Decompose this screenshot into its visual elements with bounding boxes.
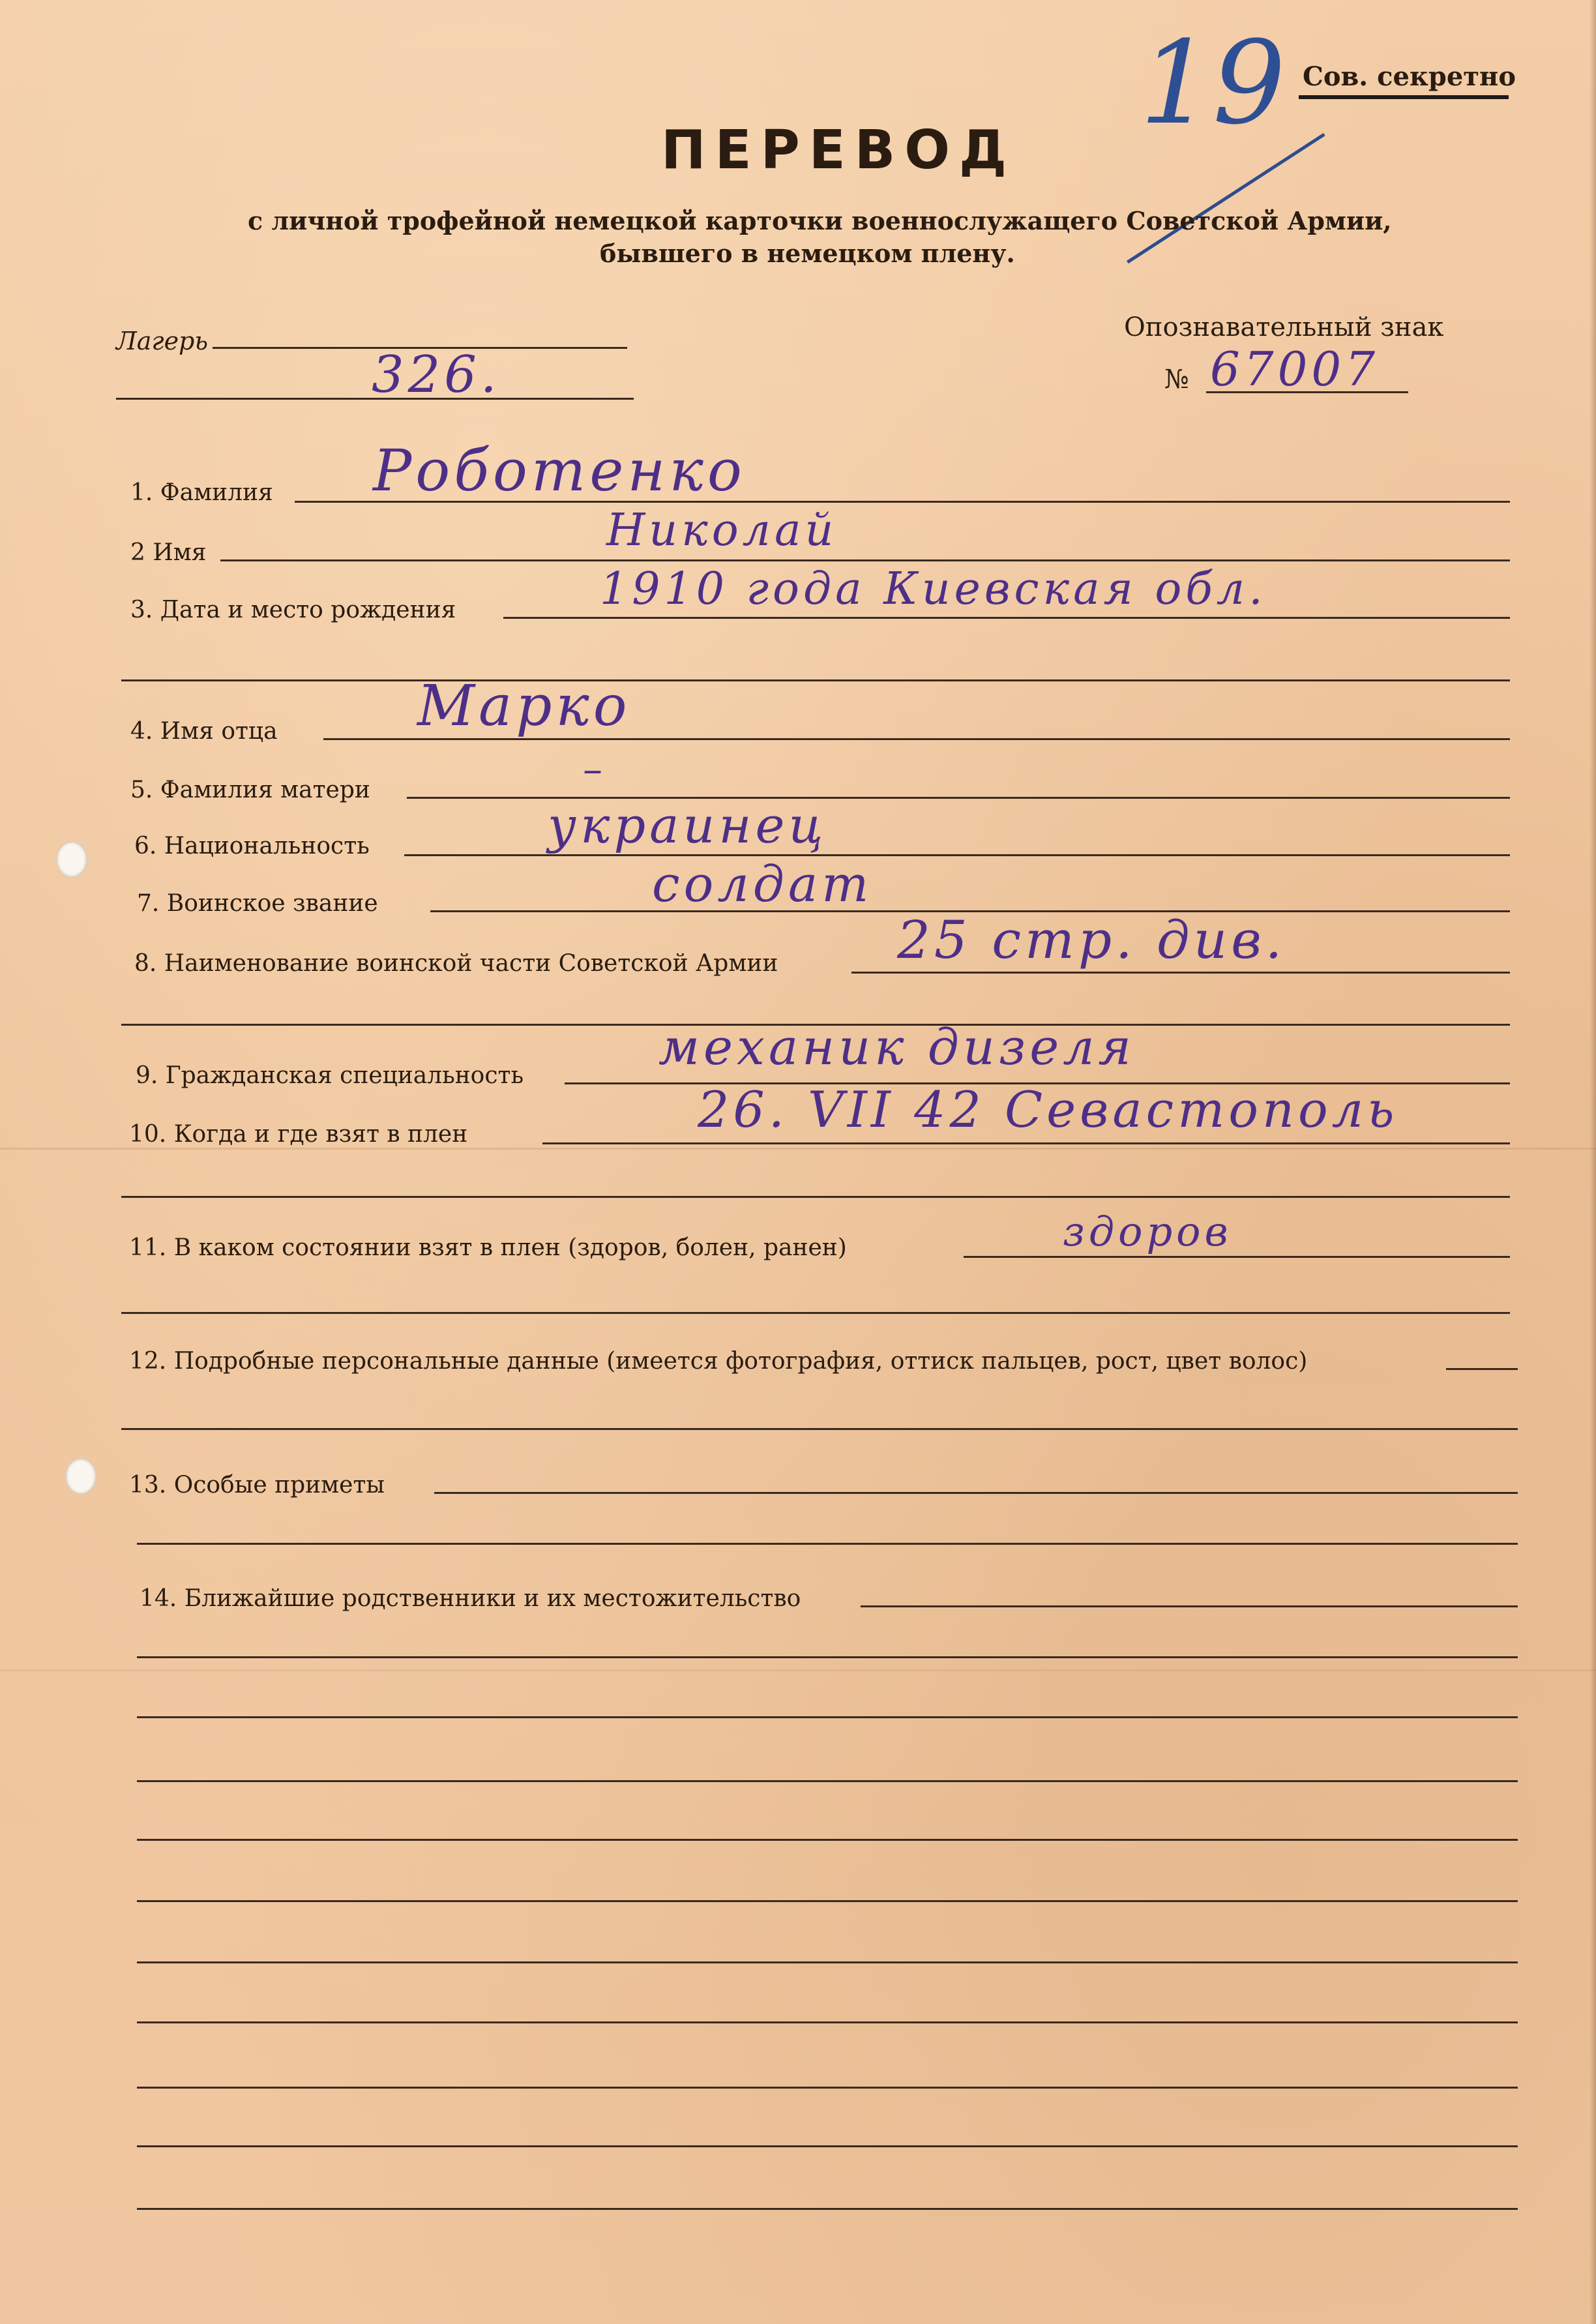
field-value-profession: механик дизеля [658,1018,1135,1076]
field-line-relatives-4 [137,1780,1518,1782]
document-title: ПЕРЕВОД [661,119,1016,181]
field-label-birth: 3. Дата и место рождения [130,597,456,623]
field-value-birth: 1910 года Киевская обл. [600,563,1267,615]
camp-label: Лагерь [116,327,209,355]
field-value-nationality: украинец [548,796,827,854]
document-subtitle-line1: с личной трофейной немецкой карточки военнослужащего Советской Армии, [248,206,1392,235]
field-value-father: Марко [417,674,631,739]
field-line-personal-data-2 [121,1428,1518,1430]
field-line-condition-2 [121,1312,1510,1314]
field-line-special-marks [434,1492,1518,1494]
field-label-mother: 5. Фамилия матери [130,777,370,803]
field-value-unit: 25 стр. див. [897,910,1286,970]
field-label-profession: 9. Гражданская специальность [136,1062,524,1089]
field-value-rank: солдат [652,855,873,913]
field-line-capture [542,1142,1510,1144]
field-label-special-marks: 13. Особые приметы [129,1472,385,1498]
field-line-birth [503,617,1510,619]
field-line-unit [851,972,1510,974]
id-mark-label: Опознавательный знак [1124,312,1444,342]
field-line-relatives-5 [137,1839,1518,1841]
field-label-father: 4. Имя отца [130,718,278,745]
secrecy-underline [1299,95,1509,99]
field-label-condition: 11. В каком состоянии взят в плен (здоров, болен, ранен) [129,1234,847,1261]
field-line-name [220,559,1510,561]
field-line-relatives-8 [137,2021,1518,2023]
field-line-nationality [404,854,1510,856]
field-value-name: Николай [606,505,838,556]
paper-edge [1589,0,1596,2324]
field-label-surname: 1. Фамилия [130,479,273,506]
field-label-personal-data: 12. Подробные персональные данные (имеется фотография, оттиск пальцев, рост, цвет волос) [129,1348,1308,1375]
paper-fold [0,1669,1596,1671]
punch-hole [56,841,87,878]
field-line-relatives-9 [137,2087,1518,2089]
camp-line-2 [116,398,634,400]
secrecy-label: Сов. секретно [1303,61,1516,92]
pencil-slash-mark [1127,133,1325,263]
paper-fold [0,1148,1596,1150]
field-label-unit: 8. Наименование воинской части Советской Армии [134,950,778,977]
field-label-nationality: 6. Национальность [134,833,370,859]
punch-hole [65,1458,96,1495]
field-line-special-marks-2 [137,1543,1518,1545]
id-mark-value: 67007 [1210,342,1380,396]
field-line-relatives-7 [137,1961,1518,1963]
field-label-name: 2 Имя [130,539,207,566]
id-mark-number-prefix: № [1164,365,1189,395]
document-subtitle-line2: бывшего в немецком плену. [600,239,1015,268]
field-line-relatives-11 [137,2208,1518,2210]
field-line-relatives-10 [137,2145,1518,2147]
page-number-annotation: 19 [1140,16,1286,150]
field-line-relatives-2 [137,1656,1518,1658]
field-line-personal-data [1446,1368,1518,1370]
field-line-relatives [861,1605,1518,1607]
field-label-relatives: 14. Ближайшие родственники и их местожительство [140,1585,801,1612]
field-value-mother: – [583,747,606,792]
field-line-condition [964,1256,1510,1258]
field-value-capture: 26. VII 42 Севастополь [698,1080,1398,1139]
field-line-capture-2 [121,1196,1510,1198]
field-label-rank: 7. Воинское звание [137,890,378,917]
field-line-relatives-6 [137,1900,1518,1902]
camp-value: 326. [372,346,501,404]
field-value-surname: Роботенко [373,437,746,504]
field-value-condition: здоров [1063,1208,1232,1255]
field-line-birth-2 [121,679,1510,681]
field-label-capture: 10. Когда и где взят в плен [129,1121,468,1148]
field-line-relatives-3 [137,1716,1518,1718]
